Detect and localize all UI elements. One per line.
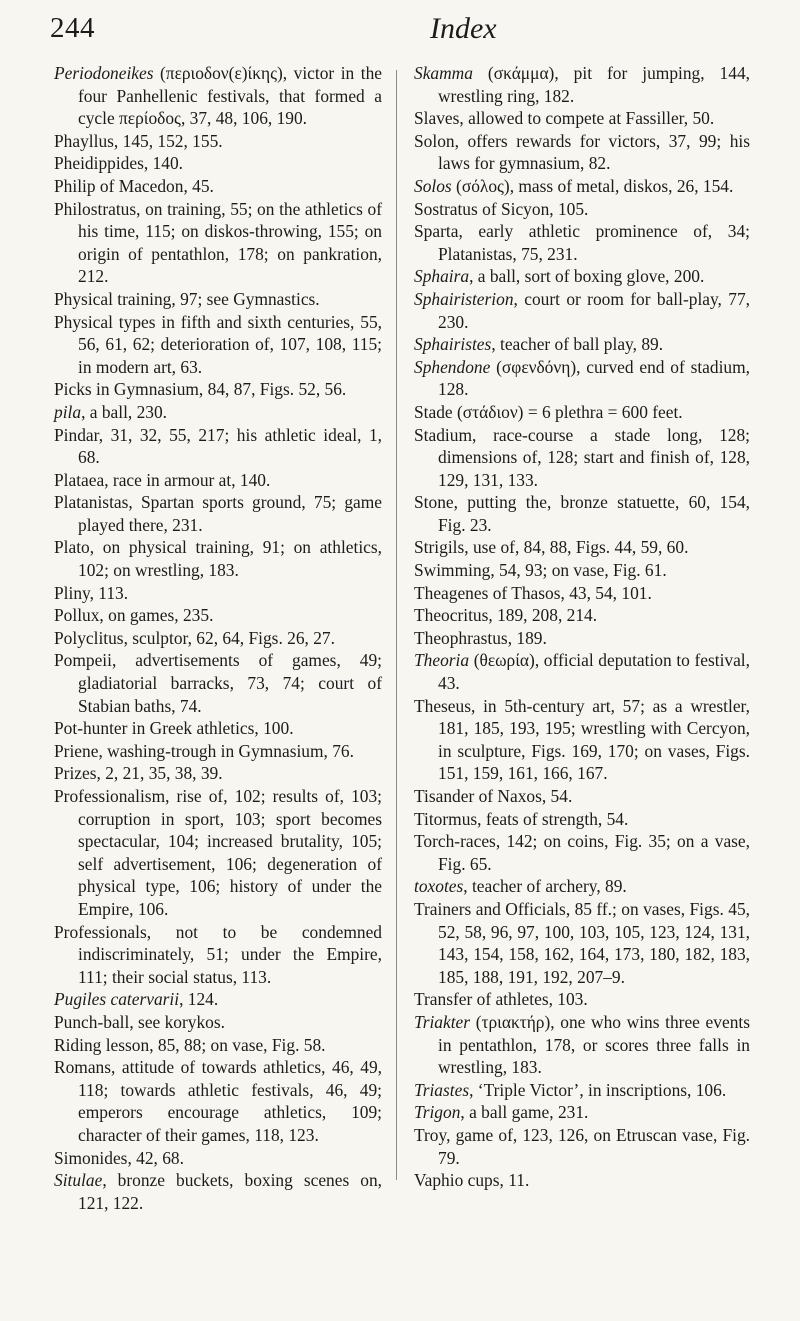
entry-headword: Pliny — [54, 582, 90, 603]
entry-headword: Slaves — [414, 108, 460, 129]
index-entry — [54, 536, 382, 581]
entry-references: , Spartan sports ground, 75; game played there, 231. — [78, 492, 382, 535]
entry-references: , race-course a stade long, 128; dimensions of, 128; start and finish of, 128, 129, 131, 133. — [438, 424, 750, 490]
index-entry — [414, 898, 750, 988]
entry-references: , offers rewards for victors, 37, 99; his laws for gymnasium, 82. — [438, 130, 750, 174]
index-entry — [54, 649, 382, 717]
entry-references: (σφενδόνη), curved end of stadium, 128. — [438, 356, 750, 400]
entry-references: , 85, 88; on vase, Fig. 58. — [149, 1034, 326, 1055]
entry-headword: Physical types — [54, 311, 156, 332]
index-entry — [54, 627, 382, 650]
entry-references: in fifth and sixth centuries, 55, 56, 61, 62; deterioration of, 107, 108, 115; in modern art, 63. — [78, 311, 382, 377]
page-number: 244 — [50, 12, 95, 44]
entry-headword: Sphairistes — [414, 334, 492, 355]
entry-headword: Theocritus — [414, 605, 489, 626]
entry-references: , advertisements of games, 49; gladiatorial barracks, 73, 74; court of Stabian baths, 74. — [78, 650, 382, 716]
entry-headword: Philostratus — [54, 198, 137, 219]
entry-headword: Periodoneikes — [54, 63, 154, 83]
entry-headword: Theseus — [414, 695, 471, 716]
index-entry — [54, 288, 382, 311]
index-entry — [54, 1034, 382, 1057]
entry-references: , on physical training, 91; on athletics, 102; on wrestling, 183. — [78, 537, 382, 581]
entry-headword: Plato — [54, 537, 90, 558]
index-entry — [54, 424, 382, 469]
entry-references: , on training, 55; on the athletics of his time, 115; on diskos-throwing, 155; on origin of pentathlon, 178; on pankration, 212. — [78, 198, 382, 287]
entry-references: in Greek athletics, 100. — [127, 718, 294, 739]
index-entry — [54, 1147, 382, 1170]
entry-references: , 124. — [179, 989, 219, 1010]
index-entry — [414, 1011, 750, 1079]
entry-references: , 103. — [548, 989, 588, 1010]
entry-headword: Stone — [414, 492, 454, 513]
entry-headword: Stadium — [414, 424, 472, 445]
entry-references: , attitude of towards athletics, 46, 49, 118; towards athletic festivals, 46, 49; emperors encourage athletics, 109; character of their games, 118, 123. — [78, 1057, 382, 1145]
entry-headword: Simonides — [54, 1147, 128, 1168]
index-entry — [414, 604, 750, 627]
index-entry — [54, 785, 382, 921]
index-entry — [54, 62, 382, 130]
entry-headword: Trigon — [414, 1102, 461, 1123]
index-entry — [414, 830, 750, 875]
entry-headword: Vaphio cups — [414, 1170, 500, 1191]
entry-headword: Sphairisterion — [414, 288, 514, 309]
index-entry — [54, 717, 382, 740]
index-entry — [414, 175, 750, 198]
index-entry — [414, 424, 750, 492]
index-entry — [54, 1169, 382, 1214]
entry-references: , 189, 208, 214. — [488, 605, 598, 626]
index-entry — [414, 1079, 750, 1102]
index-entry — [54, 1056, 382, 1146]
entry-headword: Pot-hunter — [54, 718, 128, 739]
entry-headword: Platanistas — [54, 492, 129, 513]
entry-references: , 54. — [541, 786, 573, 806]
index-entry — [54, 491, 382, 536]
entry-references: , 113. — [89, 582, 129, 603]
index-entry — [414, 198, 750, 221]
index-entry — [54, 921, 382, 989]
index-entry — [54, 1011, 382, 1034]
entry-headword: Philip of Macedon — [54, 175, 184, 196]
entry-references: , 97; see Gymnastics. — [171, 288, 320, 309]
entry-references: (τριακτήρ), one who wins three events in pentathlon, 178, or scores three falls in wrestling, 183. — [438, 1011, 750, 1078]
index-entry — [54, 378, 382, 401]
entry-headword: Romans — [54, 1057, 112, 1078]
entry-references: , teacher of archery, 89. — [463, 876, 627, 897]
index-entry — [414, 130, 750, 175]
index-entry — [414, 627, 750, 650]
entry-references: , a ball, sort of boxing glove, 200. — [469, 266, 705, 287]
entry-headword: Tisander of Naxos — [414, 786, 542, 806]
entry-headword: Swimming — [414, 560, 491, 581]
entry-headword: Professionals — [54, 921, 147, 942]
entry-references: (θεωρία), official deputation to festival, 43. — [438, 650, 750, 694]
entry-headword: Stade — [414, 401, 453, 422]
index-entry — [414, 536, 750, 559]
column-divider — [396, 70, 397, 1180]
index-entry — [414, 265, 750, 288]
entry-references: , allowed to compete at Fassiller, 50. — [459, 108, 715, 129]
entry-references: , 45. — [183, 175, 214, 196]
entry-references: , early athletic prominence of, 34; Platanistas, 75, 231. — [438, 221, 750, 264]
index-column-right — [414, 62, 750, 1192]
entry-headword: Solos — [414, 175, 452, 196]
index-entry — [414, 1101, 750, 1124]
entry-headword: Physical training — [54, 288, 172, 309]
entry-references: , on games, 235. — [99, 605, 214, 626]
entry-headword: Polyclitus — [54, 627, 124, 648]
entry-references: , game of, 123, 126, on Etruscan vase, Fig. 79. — [438, 1124, 750, 1168]
index-entry — [414, 875, 750, 898]
entry-references: , bronze buckets, boxing scenes on, 121, 122. — [78, 1170, 382, 1213]
entry-references: , 189. — [507, 627, 547, 648]
entry-references: , putting the, bronze statuette, 60, 154, Fig. 23. — [438, 492, 750, 535]
entry-references: , 105. — [549, 198, 589, 219]
entry-headword: Trainers and Officials — [414, 898, 566, 919]
entry-references: , see korykos. — [129, 1011, 225, 1032]
entry-references: (περιοδον(ε)ίκης), victor in the four Panhellenic festivals, that formed a cycle περίοδος, 37, 48, 106, 190. — [78, 63, 382, 129]
entry-headword: Sparta — [414, 221, 459, 242]
entry-headword: Plataea — [54, 469, 105, 490]
entry-references: , a ball, 230. — [81, 401, 168, 422]
entry-references: , not to be condemned indiscriminately, 51; under the Empire, 111; their social status, 113. — [78, 921, 382, 987]
index-entry — [54, 762, 382, 785]
entry-references: , in 5th-century art, 57; as a wrestler, 181, 185, 193, 195; wrestling with Cercyon, in sculpture, Figs. 169, 170; on vases, Figs. 151, 159, 161, 166, 167. — [438, 695, 750, 784]
entry-headword: Torch-races — [414, 831, 496, 852]
entry-references: , 11. — [499, 1170, 530, 1191]
entry-headword: Solon — [414, 130, 455, 151]
entry-references: , sculptor, 62, 64, Figs. 26, 27. — [123, 627, 335, 648]
index-entry — [54, 469, 382, 492]
entry-headword: Riding lesson — [54, 1034, 150, 1055]
entry-headword: Skamma — [414, 63, 473, 83]
entry-headword: Theophrastus — [414, 627, 508, 648]
index-entry — [54, 152, 382, 175]
entry-references: , 31, 32, 55, 217; his athletic ideal, 1, 68. — [78, 424, 382, 468]
entry-headword: Troy — [414, 1124, 447, 1145]
index-entry — [54, 311, 382, 379]
entry-references: , 54, 93; on vase, Fig. 61. — [490, 560, 667, 581]
entry-references: , feats of strength, 54. — [477, 808, 629, 829]
entry-headword: Titormus — [414, 808, 478, 829]
index-entry — [414, 401, 750, 424]
entry-headword: Priene — [54, 740, 99, 761]
index-entry — [414, 288, 750, 333]
entry-headword: Theoria — [414, 650, 470, 671]
entry-headword: Sphaira — [414, 266, 470, 287]
index-entry — [414, 220, 750, 265]
entry-references: , race in armour at, 140. — [104, 469, 271, 490]
entry-headword: Situlae — [54, 1170, 103, 1191]
index-entry — [414, 695, 750, 785]
entry-headword: Theagenes of Thasos — [414, 582, 561, 603]
index-entry — [414, 808, 750, 831]
entry-references: , 2, 21, 35, 38, 39. — [96, 763, 223, 784]
entry-references: , 42, 68. — [127, 1147, 184, 1168]
index-entry — [54, 740, 382, 763]
entry-headword: toxotes — [414, 876, 464, 897]
entry-headword: pila — [54, 401, 82, 422]
entry-headword: Strigils — [414, 537, 465, 558]
entry-headword: Pheidippides — [54, 153, 144, 174]
entry-headword: Sostratus of Sicyon — [414, 198, 550, 219]
index-entry — [54, 130, 382, 153]
entry-headword: Transfer of athletes — [414, 989, 549, 1010]
entry-headword: Punch-ball — [54, 1011, 130, 1032]
index-entry — [414, 785, 750, 808]
index-entry — [414, 582, 750, 605]
entry-headword: Pollux — [54, 605, 100, 626]
entry-headword: Phayllus — [54, 130, 114, 151]
index-entry — [414, 559, 750, 582]
entry-references: , rise of, 102; results of, 103; corruption in sport, 103; sport becomes spectacular, 104; increased brutality, 105; self advertisement, 106; degeneration of physical type, 106; history of under the Empire, 106. — [78, 786, 382, 919]
index-entry — [414, 988, 750, 1011]
index-entry — [54, 175, 382, 198]
index-entry — [414, 356, 750, 401]
index-entry — [414, 1124, 750, 1169]
entry-references: , use of, 84, 88, Figs. 44, 59, 60. — [464, 537, 689, 558]
index-entry — [54, 988, 382, 1011]
entry-references: in Gymnasium, 84, 87, Figs. 52, 56. — [91, 379, 347, 400]
index-column-left — [54, 62, 382, 1214]
index-entry — [414, 1169, 750, 1192]
running-head: Index — [430, 12, 497, 45]
entry-references: (σκάμμα), pit for jumping, 144, wrestling ring, 182. — [438, 63, 750, 106]
index-entry — [54, 198, 382, 288]
entry-references: , 43, 54, 101. — [560, 582, 652, 603]
entry-headword: Pompeii — [54, 650, 112, 671]
index-entry — [54, 401, 382, 424]
index-entry — [414, 62, 750, 107]
index-entry — [54, 604, 382, 627]
index-entry — [414, 107, 750, 130]
entry-references: , 145, 152, 155. — [113, 130, 223, 151]
entry-references: (στάδιον) = 6 plethra = 600 feet. — [452, 401, 683, 422]
entry-headword: Triastes — [414, 1079, 470, 1100]
entry-headword: Pugiles catervarii — [54, 989, 180, 1010]
index-entry — [54, 582, 382, 605]
entry-headword: Triakter — [414, 1011, 471, 1032]
entry-references: , 140. — [143, 153, 183, 174]
entry-headword: Picks — [54, 379, 92, 400]
page-header — [50, 12, 740, 48]
entry-references: , teacher of ball play, 89. — [491, 334, 664, 355]
entry-references: , 142; on coins, Fig. 35; on a vase, Fig. 65. — [438, 831, 750, 874]
entry-references: , ‘Triple Victor’, in inscriptions, 106. — [469, 1079, 727, 1100]
index-entry — [414, 649, 750, 694]
entry-headword: Prizes — [54, 763, 97, 784]
entry-references: , a ball game, 231. — [460, 1102, 589, 1123]
entry-references: , washing-trough in Gymnasium, 76. — [98, 740, 354, 761]
entry-references: , 85 ff.; on vases, Figs. 45, 52, 58, 96, 97, 100, 103, 105, 123, 124, 131, 143, 154, 158, 162, 164, 173, 180, 182, 183, 185, 188, 191, 192, 207–9. — [438, 898, 750, 987]
entry-headword: Pindar — [54, 424, 99, 445]
entry-references: , court or room for ball-play, 77, 230. — [438, 288, 750, 332]
entry-headword: Professionalism — [54, 786, 166, 806]
entry-references: (σόλος), mass of metal, diskos, 26, 154. — [451, 175, 734, 196]
index-entry — [414, 333, 750, 356]
index-entry — [414, 491, 750, 536]
entry-headword: Sphendone — [414, 356, 491, 377]
